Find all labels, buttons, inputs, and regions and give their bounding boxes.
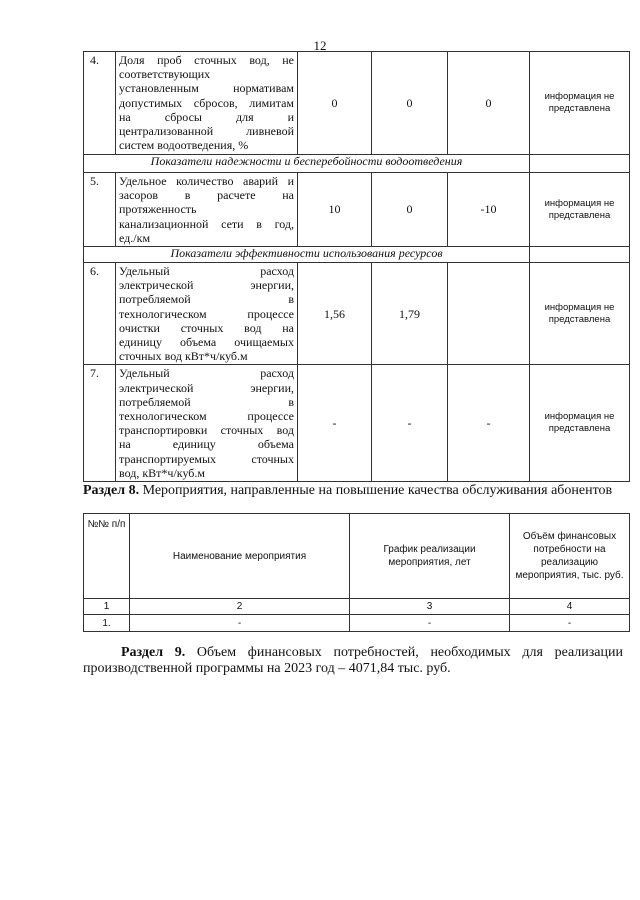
table-row xyxy=(84,173,630,247)
indicator-name: Удельный расход электрической энергии, потребляемой в технологическом процессе очистки сточных вод на единицу объема очищаемых сточных вод кВт*ч/куб.м xyxy=(116,263,298,365)
page-number: 12 xyxy=(313,38,327,53)
section-header-row xyxy=(84,247,630,263)
row-number: 7. xyxy=(84,365,116,482)
row-number: 4. xyxy=(84,52,116,155)
value-cell: 10 xyxy=(298,173,372,247)
data-cell: - xyxy=(510,615,630,632)
value-cell: 0 xyxy=(372,173,448,247)
value-cell: -10 xyxy=(448,173,530,247)
value-cell: 0 xyxy=(372,52,448,155)
table-index-row xyxy=(84,599,630,615)
table-row xyxy=(84,263,630,365)
section-8-text: Мероприятия, направленные на повышение качества обслуживания абонентов xyxy=(142,483,613,498)
indicator-name: Доля проб сточных вод, не соответствующих установленным нормативам допустимых сбросов, лимитам на сбросы для и централизованной ливневой систем водоотведения, % xyxy=(116,52,298,155)
section-8-heading xyxy=(83,483,623,499)
section-title: Показатели эффективности использования ресурсов xyxy=(84,247,530,263)
header-num: №№ п/п xyxy=(84,514,130,599)
row-number: 6. xyxy=(84,263,116,365)
info-cell: информация не представлена xyxy=(530,365,630,482)
value-cell: 1,79 xyxy=(372,263,448,365)
table-row xyxy=(84,52,630,155)
section-9-text: Объем финансовых потребностей, необходимых для реализации производственной программы на 2023 год – 4071,84 тыс. руб. xyxy=(83,645,623,676)
index-cell: 3 xyxy=(350,599,510,615)
indicator-name: Удельное количество аварий и засоров в расчете на протяженность канализационной сети в год, ед./км xyxy=(116,173,298,247)
section-title: Показатели надежности и бесперебойности водоотведения xyxy=(84,155,530,173)
value-cell: - xyxy=(448,365,530,482)
header-finance: Объём финансовых потребности на реализацию мероприятия, тыс. руб. xyxy=(510,514,630,599)
table-row xyxy=(84,365,630,482)
index-cell: 4 xyxy=(510,599,630,615)
row-number: 5. xyxy=(84,173,116,247)
indicators-table xyxy=(83,51,630,482)
section-9-label: Раздел 9. xyxy=(121,645,186,660)
info-cell: информация не представлена xyxy=(530,52,630,155)
table-header-row xyxy=(84,514,630,599)
value-cell: - xyxy=(372,365,448,482)
data-cell: - xyxy=(350,615,510,632)
value-cell xyxy=(448,263,530,365)
value-cell: - xyxy=(298,365,372,482)
index-cell: 2 xyxy=(130,599,350,615)
data-cell: - xyxy=(130,615,350,632)
measures-table xyxy=(83,513,630,632)
section-header-row xyxy=(84,155,630,173)
header-name: Наименование мероприятия xyxy=(130,514,350,599)
index-cell: 1 xyxy=(84,599,130,615)
value-cell: 0 xyxy=(448,52,530,155)
value-cell: 1,56 xyxy=(298,263,372,365)
value-cell: 0 xyxy=(298,52,372,155)
table-row xyxy=(84,615,630,632)
section-8-label: Раздел 8. xyxy=(83,483,140,498)
indicator-name: Удельный расход электрической энергии, потребляемой в технологическом процессе транспортировки сточных вод на единицу объема транспортируемых сточных вод, кВт*ч/куб.м xyxy=(116,365,298,482)
data-cell: 1. xyxy=(84,615,130,632)
section-9-paragraph xyxy=(83,645,623,677)
info-cell: информация не представлена xyxy=(530,263,630,365)
info-cell: информация не представлена xyxy=(530,173,630,247)
header-schedule: График реализации мероприятия, лет xyxy=(350,514,510,599)
